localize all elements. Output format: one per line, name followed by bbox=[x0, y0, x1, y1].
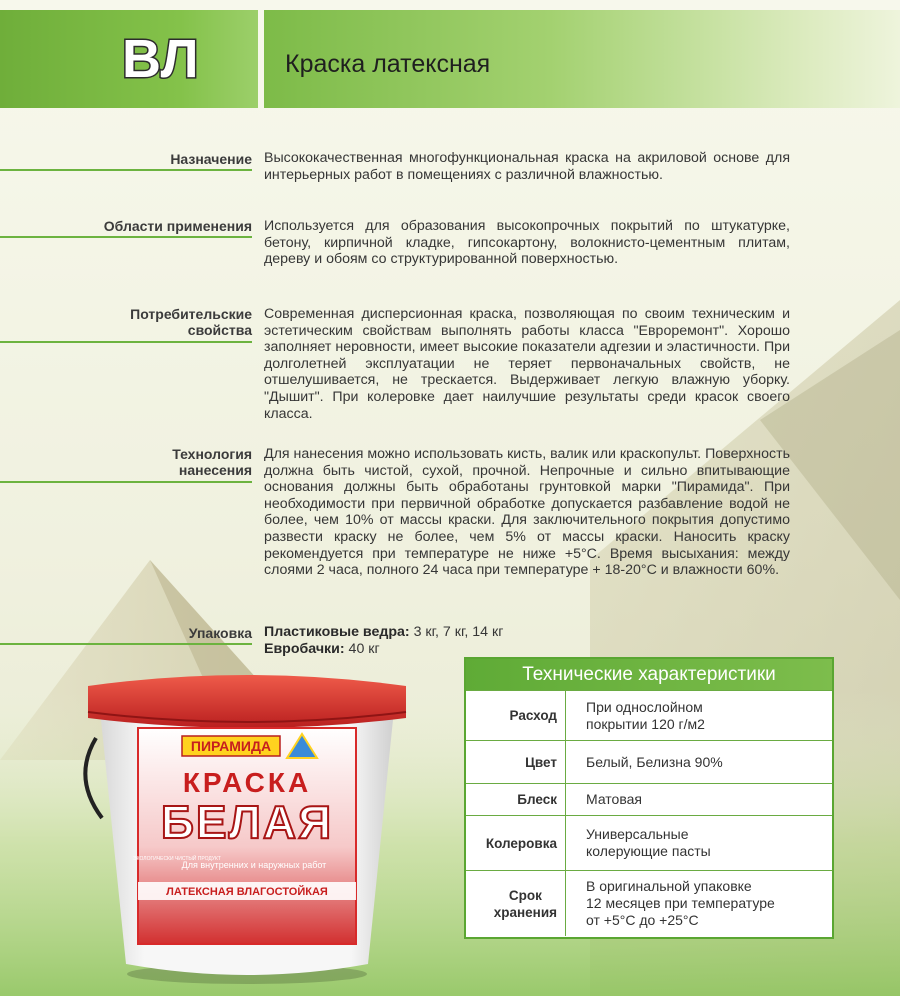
tech-key bbox=[466, 871, 566, 936]
tech-key bbox=[466, 741, 566, 783]
packaging-type: Пластиковые ведра: bbox=[264, 624, 410, 640]
bucket-brand: ПИРАМИДА bbox=[190, 738, 272, 754]
tech-value-line: от +5°С до +25°С bbox=[586, 912, 699, 928]
tech-value-line: 12 месяцев при температуре bbox=[586, 895, 775, 911]
bucket-band: ЛАТЕКСНАЯ ВЛАГОСТОЙКАЯ bbox=[166, 886, 328, 898]
section-text: Используется для образования высокопрочных покрытий по штукатурке, бетону, кирпичной кладке, гипсокартону, волокнисто-цементным плитам, дереву и обоям со структурированной поверхностью. bbox=[264, 218, 790, 268]
tech-row bbox=[466, 690, 832, 740]
tech-specs-title: Технические характеристики bbox=[466, 659, 832, 690]
bucket-lid bbox=[88, 675, 406, 728]
tech-value-line: Белый, Белизна 90% bbox=[586, 753, 723, 770]
tech-key-text: Расход bbox=[509, 708, 557, 723]
bucket-handle bbox=[85, 738, 102, 818]
tech-value bbox=[566, 691, 832, 740]
packaging-line bbox=[264, 641, 790, 658]
packaging-sizes: 40 кг bbox=[344, 641, 380, 657]
tech-key bbox=[466, 784, 566, 815]
section-label-line: Технология bbox=[172, 446, 252, 462]
tech-value-line: колерующие пасты bbox=[586, 843, 711, 859]
tech-key bbox=[466, 816, 566, 870]
tech-value bbox=[566, 871, 832, 936]
section-text: Для нанесения можно использовать кисть, валик или краскопульт. Поверхность должна быть чистой, сухой, прочной. Непрочные и сильно впитывающие основания должны быть обработаны грунтовкой марки "Пирамида". При необходимости при первичной обработке допускается разбавление водой не более, чем 10% от массы краски. Для заключительного покрытия допустимо развести краску не более, чем 5% от массы краски. Наносить краску рекомендуется при температуре не ниже +5°С. Время высыхания: между слоями 2 часа, полного 24 часа при температуре + 18-20°С и влажности 60%. bbox=[264, 446, 790, 579]
tech-row bbox=[466, 815, 832, 870]
tech-value-line: Матовая bbox=[586, 791, 642, 807]
tech-value-line: Универсальные bbox=[586, 826, 689, 842]
tech-value bbox=[566, 784, 832, 815]
tech-value bbox=[566, 741, 832, 783]
section-rule bbox=[0, 481, 252, 483]
tech-key-text: хранения bbox=[493, 904, 557, 920]
section-rule bbox=[0, 341, 252, 343]
section-text: Современная дисперсионная краска, позволяющая по своим техническим и эстетическим свойствам выполнять работы класса "Евроремонт". Хорошо заполняет неровности, имеет высокие показатели адгезии и эластичности. При долголетней эксплуатации не теряет первоначальных свойств, не отшелушивается, не трескается. Выдерживает легкую влажную уборку. "Дышит". При колеровке дает наилучшие результаты среди красок своего класса. bbox=[264, 306, 790, 422]
section-label: Упаковка bbox=[188, 625, 252, 641]
packaging-sizes: 3 кг, 7 кг, 14 кг bbox=[409, 624, 504, 640]
tech-value-line: При однослойном bbox=[586, 698, 703, 715]
product-title: Краска латексная bbox=[285, 50, 491, 78]
section-label bbox=[0, 306, 252, 338]
tech-key-text: Блеск bbox=[517, 792, 557, 807]
section-rule bbox=[0, 236, 252, 238]
section-label-line: Назначение bbox=[170, 151, 252, 167]
tech-key-text: Цвет bbox=[525, 754, 557, 770]
section-label bbox=[0, 218, 252, 234]
tech-key bbox=[466, 691, 566, 740]
bucket-word-white: БЕЛАЯ bbox=[160, 796, 334, 848]
section-label-line: Области применения bbox=[103, 218, 252, 234]
section-label-line: нанесения bbox=[178, 462, 252, 478]
packaging-text bbox=[264, 624, 790, 658]
tech-row bbox=[466, 870, 832, 936]
tech-value bbox=[566, 816, 832, 870]
section-rule bbox=[0, 643, 252, 645]
paint-bucket-image bbox=[82, 668, 412, 988]
packaging-line bbox=[264, 624, 790, 641]
product-code: ВЛ bbox=[122, 29, 200, 89]
tech-specs-table bbox=[464, 657, 834, 939]
tech-value-line: покрытии 120 г/м2 bbox=[586, 715, 705, 732]
section-text: Высококачественная многофункциональная краска на акриловой основе для интерьерных работ в помещениях с различной влажностью. bbox=[264, 150, 790, 183]
section-rule bbox=[0, 169, 252, 171]
tech-value-line: В оригинальной упаковке bbox=[586, 878, 752, 894]
section-label bbox=[0, 151, 252, 167]
tech-row bbox=[466, 740, 832, 783]
bucket-eco: ЭКОЛОГИЧЕСКИ ЧИСТЫЙ ПРОДУКТ bbox=[133, 856, 221, 862]
section-label-line: Потребительские bbox=[130, 306, 252, 322]
packaging-type: Евробачки: bbox=[264, 641, 345, 657]
section-label-line: свойства bbox=[187, 322, 252, 338]
tech-key-text: Срок bbox=[508, 887, 542, 903]
bucket-word-paint: КРАСКА bbox=[182, 767, 312, 798]
tech-key-text: Колеровка bbox=[485, 835, 557, 851]
tech-row bbox=[466, 783, 832, 815]
bucket-subtitle: Для внутренних и наружных работ bbox=[181, 860, 327, 870]
section-label bbox=[0, 446, 252, 478]
